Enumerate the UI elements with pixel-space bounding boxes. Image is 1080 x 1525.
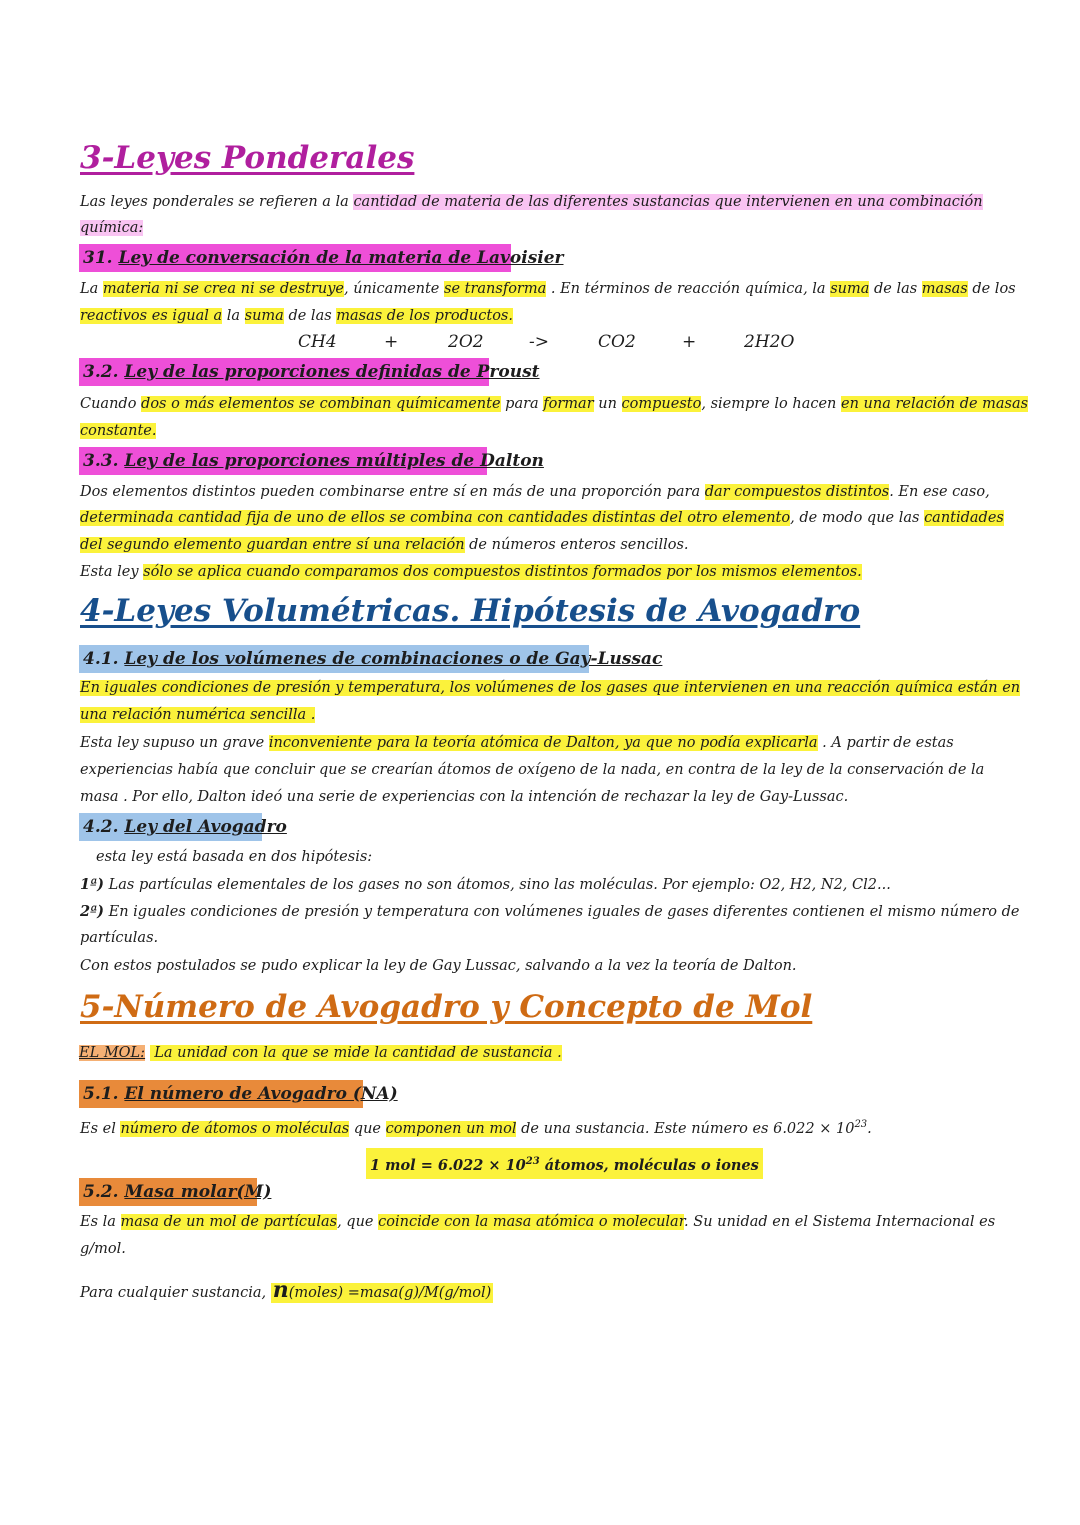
- subheading-number: 4.2.: [83, 817, 125, 837]
- equation-co2: CO2: [598, 332, 636, 352]
- subheading-title: Ley de las proporciones definidas de Proust: [124, 362, 540, 382]
- mol-equation: [366, 1148, 763, 1179]
- text: Es el: [80, 1120, 121, 1137]
- subheading-number: 3.3.: [83, 451, 125, 471]
- s3-p3-line2: [80, 505, 1004, 532]
- highlight: La unidad con la que se mide la cantidad de sustancia .: [149, 1045, 562, 1061]
- subheading-title: Ley de conversación de la materia de Lavoisier: [118, 248, 564, 268]
- highlight: sólo se aplica cuando comparamos dos compuestos distintos formados por los mismos elementos.: [143, 564, 862, 580]
- mol-definition: [79, 1040, 562, 1067]
- highlight: masas: [921, 281, 968, 297]
- equation-o2: 2O2: [448, 332, 484, 352]
- s4-hypothesis-1: [80, 871, 891, 899]
- text: Las partículas elementales de los gases no son átomos, sino las moléculas. Por ejemplo: O2, H2, N2, Cl2...: [104, 877, 891, 893]
- text: un: [593, 396, 622, 412]
- highlight: constante.: [80, 423, 157, 439]
- highlight: del segundo elemento guardan entre sí una relación: [80, 537, 465, 553]
- text: En iguales condiciones de presión y temperatura con volúmenes iguales de gases diferentes contienen el mismo número de: [104, 904, 1020, 920]
- subheading-number: 5.2.: [83, 1182, 125, 1202]
- section-3-title: 3-Leyes Ponderales: [80, 140, 415, 176]
- text: Cuando: [80, 396, 142, 412]
- equation-ch4: CH4: [298, 332, 337, 352]
- s3-p3-line3: [80, 532, 689, 559]
- section-4-title: 4-Leyes Volumétricas. Hipótesis de Avogadro: [80, 593, 861, 629]
- s4-p2-line3: masa . Por ello, Dalton ideó una serie de experiencias con la intención de rechazar la ley de Gay-Lussac.: [80, 789, 849, 805]
- highlight: compuesto: [621, 396, 702, 412]
- subheading-3-3: [79, 447, 544, 475]
- formula: [271, 1277, 494, 1303]
- highlight: número de átomos o moléculas: [120, 1120, 350, 1137]
- subheading-title: Ley de los volúmenes de combinaciones o de Gay-Lussac: [124, 649, 663, 669]
- subheading-number: 4.1.: [83, 649, 125, 669]
- highlight: se transforma: [444, 281, 547, 297]
- highlight: cantidad de materia de las diferentes sustancias que intervienen en una combinación: [353, 194, 983, 210]
- text: de los: [967, 281, 1016, 297]
- section-5-title: 5-Número de Avogadro y Concepto de Mol: [80, 989, 813, 1025]
- s3-p2-line1: [80, 391, 1028, 418]
- hypothesis-number: 2ª): [80, 903, 105, 920]
- highlight: reactivos es igual a: [80, 308, 223, 324]
- highlight: formar: [543, 396, 594, 412]
- s5-p3: [80, 1277, 493, 1307]
- subheading-number: 5.1.: [83, 1084, 125, 1104]
- s4-hypothesis-2: [80, 898, 1019, 926]
- text: .: [867, 1120, 872, 1137]
- highlight: en una relación de masas: [841, 396, 1029, 412]
- highlight: materia ni se crea ni se destruye: [102, 281, 345, 297]
- s3-p3-line1: [80, 479, 990, 506]
- text: Dos elementos distintos pueden combinarse entre sí en más de una proporción para: [80, 484, 705, 500]
- text: Para cualquier sustancia,: [80, 1285, 271, 1301]
- subheading-number: 3.2.: [83, 362, 125, 382]
- exponent: 23: [525, 1156, 540, 1167]
- formula-text: (moles) =masa(g)/M(g/mol): [288, 1285, 492, 1301]
- hypothesis-number: 1ª): [80, 876, 105, 893]
- text: la: [222, 308, 245, 324]
- s4-p3: esta ley está basada en dos hipótesis:: [96, 849, 373, 865]
- s3-p1-line2: [80, 303, 513, 330]
- formula-n: n: [272, 1277, 289, 1303]
- s4-hypothesis-2-cont: partículas.: [80, 930, 159, 946]
- text: , de modo que las: [790, 510, 925, 526]
- text: . A partir de estas: [817, 735, 954, 751]
- s3-p1-line1: [80, 276, 1016, 303]
- subheading-title: Ley del Avogadro: [124, 817, 287, 837]
- s3-intro-line2: [80, 215, 143, 242]
- highlight: masas de los productos.: [336, 308, 513, 324]
- exponent: 23: [854, 1119, 868, 1130]
- text: Las leyes ponderales se refieren a la: [80, 194, 354, 210]
- text: Esta ley: [80, 564, 144, 580]
- text: de una sustancia. Este número es 6.022 × 10: [516, 1120, 855, 1137]
- highlight: determinada cantidad fija de uno de ellos se combina con cantidades distintas del otro elemento: [80, 510, 791, 526]
- subheading-5-1: [79, 1080, 398, 1108]
- equation-plus: +: [384, 332, 399, 352]
- s4-p4: Con estos postulados se pudo explicar la ley de Gay Lussac, salvando a la vez la teoría de Dalton.: [80, 958, 797, 974]
- highlight: componen un mol: [385, 1120, 517, 1137]
- text: , únicamente: [344, 281, 445, 297]
- s5-p1: [80, 1111, 872, 1143]
- subheading-3-2: [79, 358, 540, 386]
- highlight: química:: [80, 220, 144, 236]
- s4-p1-line2: [80, 702, 315, 729]
- equation-arrow: ->: [529, 332, 549, 352]
- mol-tag: EL MOL:: [79, 1045, 146, 1061]
- text: de números enteros sencillos.: [464, 537, 689, 553]
- highlight: una relación numérica sencilla .: [80, 707, 316, 723]
- text: que: [349, 1120, 386, 1137]
- highlight: cantidades: [924, 510, 1004, 526]
- highlight: inconveniente para la teoría atómica de Dalton, ya que no podía explicarla: [268, 735, 818, 751]
- subheading-number: 31.: [83, 248, 119, 268]
- text: para: [500, 396, 544, 412]
- subheading-4-2: [79, 813, 287, 841]
- text: , que: [337, 1214, 379, 1230]
- subheading-title: Masa molar(M): [124, 1182, 272, 1202]
- highlight: coincide con la masa atómica o molecular: [378, 1214, 685, 1230]
- subheading-title: El número de Avogadro (NA): [124, 1084, 398, 1104]
- equation-h2o: 2H2O: [744, 332, 795, 352]
- text: La: [80, 281, 103, 297]
- s4-p2-line2: experiencias había que concluir que se crearían átomos de oxígeno de la nada, en contra de la ley de la conservación de la: [80, 762, 985, 778]
- highlight: En iguales condiciones de presión y temperatura, los volúmenes de los gases que intervienen en una reacción química están en: [80, 680, 1021, 696]
- text: . Su unidad en el Sistema Internacional es: [684, 1214, 996, 1230]
- text: de las: [869, 281, 922, 297]
- subheading-4-1: [79, 645, 663, 673]
- text: átomos, moléculas o iones: [539, 1156, 759, 1174]
- text: 1 mol = 6.022 × 10: [370, 1156, 526, 1174]
- text: Es la: [80, 1214, 121, 1230]
- s5-p2-line2: g/mol.: [80, 1241, 126, 1257]
- highlight: suma: [244, 308, 284, 324]
- s4-p2-line1: [80, 730, 954, 757]
- s4-p1-line1: [80, 675, 1020, 702]
- highlight: dos o más elementos se combinan químicamente: [141, 396, 501, 412]
- s3-p2-line2: [80, 418, 156, 445]
- text: Esta ley supuso un grave: [80, 735, 269, 751]
- subheading-title: Ley de las proporciones múltiples de Dalton: [124, 451, 544, 471]
- s5-p2-line1: [80, 1209, 995, 1236]
- text: de las: [283, 308, 337, 324]
- s3-intro-line1: [80, 189, 983, 216]
- text: . En ese caso,: [889, 484, 990, 500]
- highlight: suma: [830, 281, 870, 297]
- s3-p3-line4: [80, 559, 862, 586]
- highlight: dar compuestos distintos: [704, 484, 890, 500]
- highlight: masa de un mol de partículas: [120, 1214, 338, 1230]
- subheading-5-2: [79, 1178, 272, 1206]
- text: , siempre lo hacen: [701, 396, 841, 412]
- equation-plus-2: +: [682, 332, 697, 352]
- text: . En términos de reacción química, la: [546, 281, 831, 297]
- subheading-3-1: [79, 244, 564, 272]
